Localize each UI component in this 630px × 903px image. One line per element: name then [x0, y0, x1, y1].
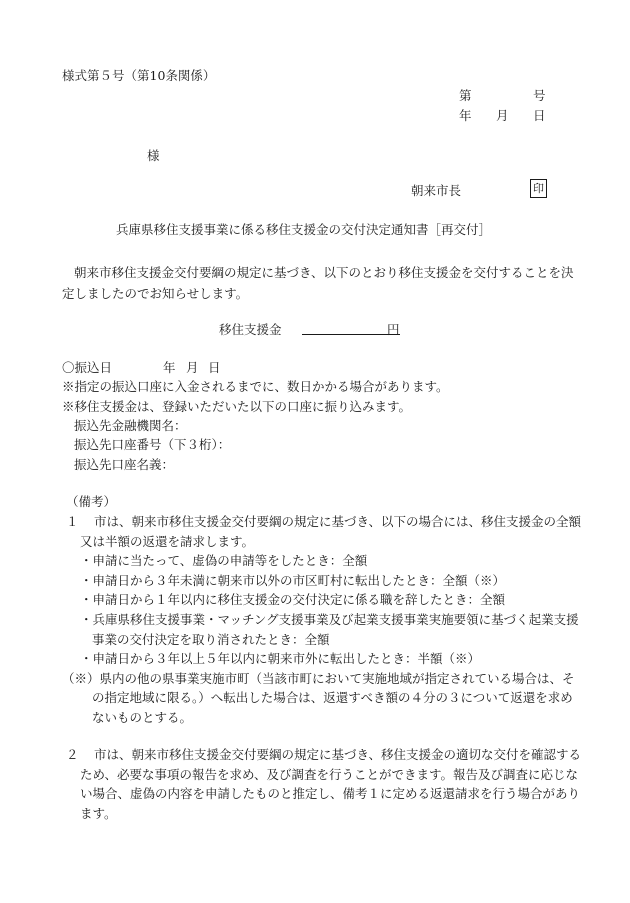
body-line-1: 朝来市移住支援金交付要綱の規定に基づき、以下のとおり移住支援金を交付することを決 — [74, 265, 574, 280]
remark-bullet-4-line-2: 事業の交付決定を取り消されたとき：全額 — [92, 632, 330, 647]
remark-2-line-2: ため、必要な事項の報告を求め、及び調査を行うことができます。報告及び調査に応じな — [80, 767, 579, 782]
date-year: 年 — [459, 108, 472, 123]
issuer-name: 朝来市長 — [411, 183, 462, 198]
remark-1-line-1: 市は、朝来市移住支援金交付要綱の規定に基づき、以下の場合には、移住支援金の全額 — [94, 514, 582, 529]
remark-bullet-1: ・申請に当たって、虚偽の申請等をしたとき：全額 — [80, 553, 368, 568]
transfer-note-2: ※移住支援金は、登録いただいた以下の口座に振り込みます。 — [62, 399, 412, 414]
remarks-heading: （備考） — [66, 494, 117, 509]
date-day: 日 — [533, 108, 546, 123]
remark-1-number: １ — [66, 514, 79, 529]
remark-2-line-3: い場合、虚偽の内容を申請したものと推定し、備考１に定める返還請求を行う場合があり — [80, 786, 581, 801]
remark-note-line-1: （※）県内の他の県事業実施市町（当該市町において実施地域が指定されている場合は、そ — [62, 671, 575, 686]
remark-2-number: ２ — [66, 747, 79, 762]
remark-2-line-4: ます。 — [80, 806, 117, 821]
remark-bullet-3: ・申請日から１年以内に移住支援金の交付決定に係る職を辞したとき：全額 — [80, 592, 506, 607]
doc-number-dai: 第 — [459, 88, 472, 103]
account-number-field: 振込先口座番号（下３桁）： — [74, 437, 231, 452]
remark-note-line-2: の指定地域に限る。）へ転出した場合は、返還すべき額の４分の３について返還を求め — [92, 690, 573, 705]
addressee-honorific: 様 — [147, 148, 160, 163]
transfer-date-day: 日 — [208, 360, 221, 375]
transfer-date-label: 〇振込日 — [62, 360, 113, 375]
document-title: 兵庫県移住支援事業に係る移住支援金の交付決定通知書［再交付］ — [116, 222, 492, 237]
remark-bullet-5: ・申請日から３年以上５年以内に朝来市外に転出したとき：半額（※） — [80, 651, 481, 666]
transfer-date-month: 月 — [186, 360, 199, 375]
seal-mark: 印 — [530, 179, 547, 198]
amount-underline — [302, 334, 400, 335]
bank-name-field: 振込先金融機関名： — [74, 418, 187, 433]
amount-label: 移住支援金 — [219, 322, 282, 337]
body-line-2: 定しましたのでお知らせします。 — [62, 286, 249, 301]
remark-bullet-4-line-1: ・兵庫県移住支援事業・マッチング支援事業及び起業支援事業実施要領に基づく起業支援 — [80, 612, 579, 627]
date-month: 月 — [496, 108, 509, 123]
form-number: 様式第５号（第10条関係） — [62, 68, 216, 83]
amount-unit: 円 — [387, 322, 400, 337]
remark-1-line-2: 又は半額の返還を請求します。 — [80, 534, 255, 549]
remark-note-line-3: ないものとする。 — [92, 710, 193, 725]
account-holder-field: 振込先口座名義： — [74, 457, 175, 472]
doc-number-go: 号 — [533, 88, 546, 103]
transfer-date-year: 年 — [163, 360, 176, 375]
transfer-note-1: ※指定の振込口座に入金されるまでに、数日かかる場合があります。 — [62, 379, 449, 394]
remark-bullet-2: ・申請日から３年未満に朝来市以外の市区町村に転出したとき：全額（※） — [80, 573, 506, 588]
remark-2-line-1: 市は、朝来市移住支援金交付要綱の規定に基づき、移住支援金の適切な交付を確認する — [94, 747, 582, 762]
